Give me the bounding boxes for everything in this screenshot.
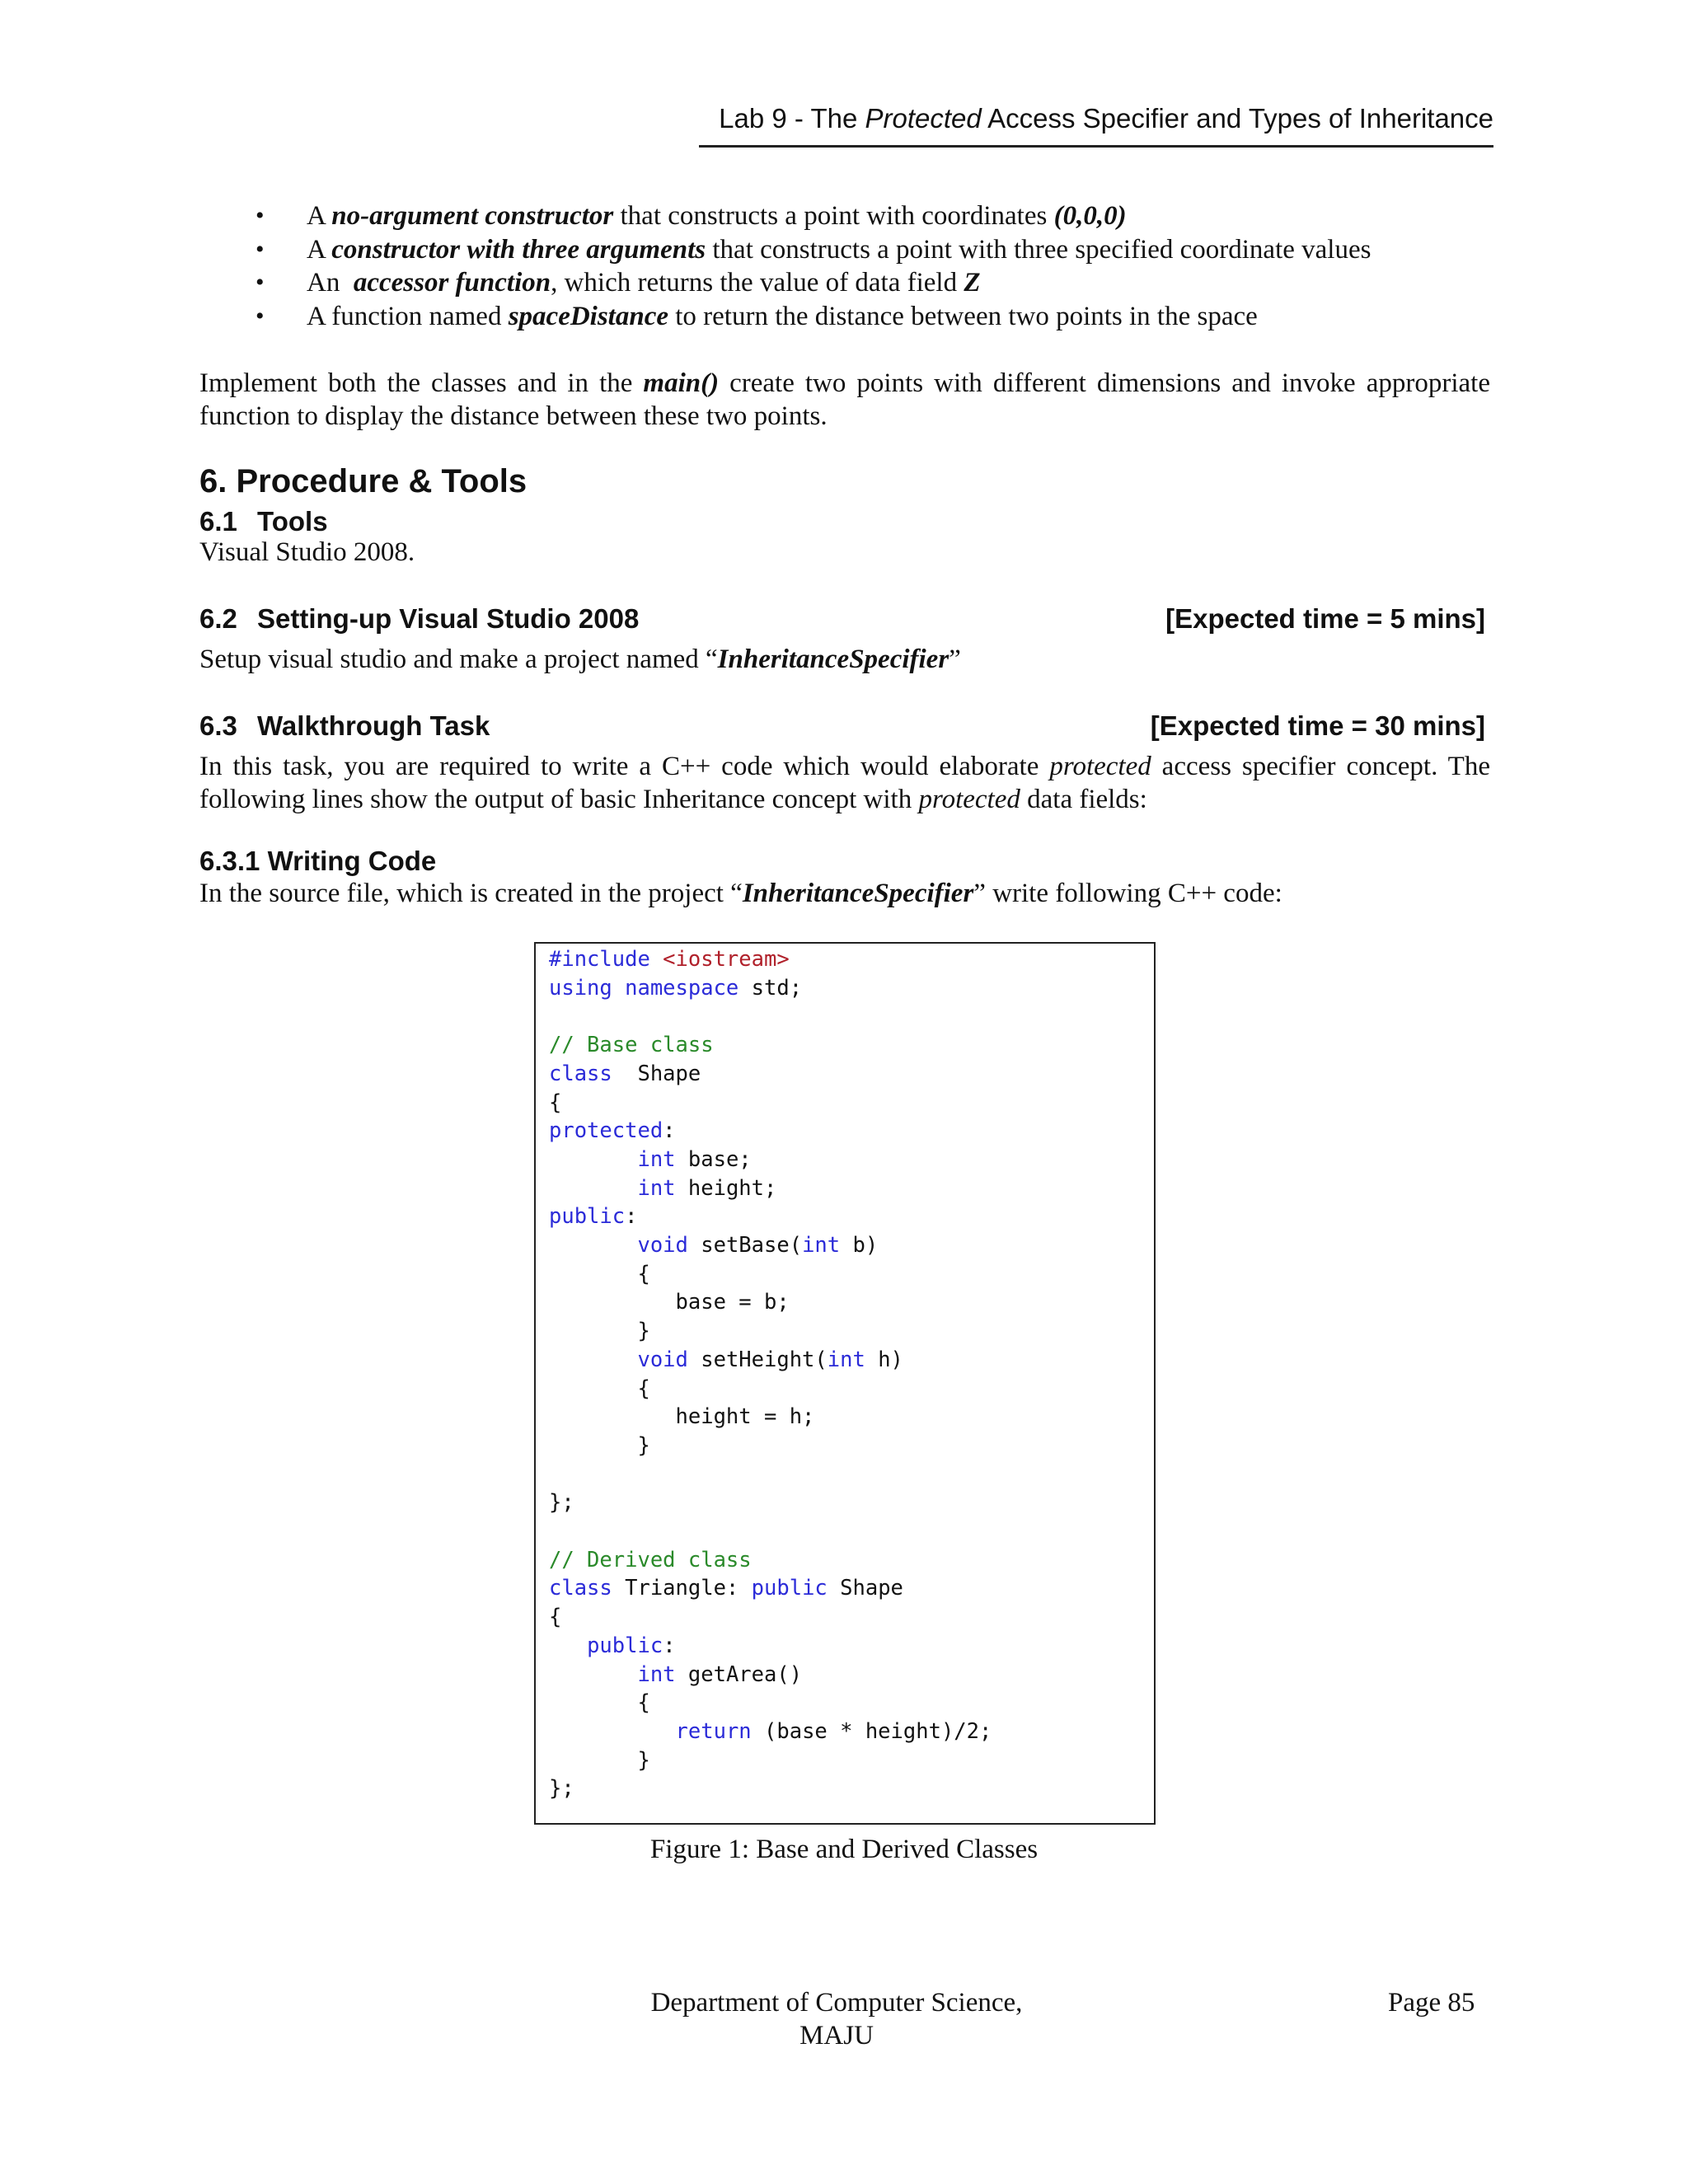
footer-line: MAJU <box>799 2021 874 2050</box>
code-text: { <box>549 1090 562 1115</box>
para-term: protected <box>918 785 1020 814</box>
list-item <box>247 266 1500 300</box>
code-line <box>549 1202 1154 1231</box>
code-text: height; <box>675 1175 777 1201</box>
project-name: InheritanceSpecifier <box>717 644 950 674</box>
code-text <box>549 1719 676 1744</box>
code-text: } <box>549 1319 650 1344</box>
code-keyword: int <box>637 1175 676 1201</box>
item-text: that constructs a point with coordinates <box>613 201 1054 231</box>
item-value: (0,0,0) <box>1053 201 1127 231</box>
code-text: setHeight( <box>687 1347 828 1372</box>
code-keyword: int <box>637 1661 676 1687</box>
list-item <box>247 300 1500 334</box>
subsection-title: Tools <box>257 506 328 537</box>
code-line <box>549 1746 1154 1775</box>
code-line <box>549 1260 1154 1289</box>
code-keyword: public <box>751 1576 828 1601</box>
code-text: std; <box>751 975 803 1001</box>
code-text <box>549 1176 637 1201</box>
code-keyword: return <box>675 1718 752 1744</box>
code-text: h) <box>865 1347 903 1372</box>
code-line <box>549 1089 1154 1118</box>
para-text: data fields: <box>1020 785 1147 814</box>
footer-department <box>577 1986 1096 2052</box>
code-line <box>549 974 1154 1003</box>
item-term: no-argument constructor <box>331 201 614 231</box>
code-text: b) <box>840 1233 879 1258</box>
code-text <box>549 1347 637 1372</box>
para-text: Implement both the classes and in the <box>199 368 644 398</box>
code-text: setBase( <box>687 1233 803 1258</box>
expected-time: [Expected time = 30 mins] <box>1150 710 1485 741</box>
code-line <box>549 1460 1154 1489</box>
list-item <box>247 199 1500 233</box>
section-heading: 6. Procedure & Tools <box>199 463 528 499</box>
implement-paragraph <box>199 367 1490 433</box>
header-text: Lab 9 - The <box>719 103 865 134</box>
page-header <box>699 97 1493 148</box>
code-line <box>549 1060 1154 1089</box>
walkthrough-body <box>199 750 1490 816</box>
subsubsection-heading: 6.3.1 Writing Code <box>199 846 437 876</box>
code-text: : <box>663 1118 676 1144</box>
subsection-number: 6.3 <box>199 710 237 741</box>
code-text <box>549 1633 587 1658</box>
code-text: }; <box>549 1776 574 1802</box>
list-item <box>247 233 1500 267</box>
code-line <box>549 1488 1154 1517</box>
code-text <box>549 1147 637 1172</box>
subsection-heading-setup <box>199 603 1485 635</box>
code-line <box>549 1574 1154 1603</box>
code-text: height = h; <box>549 1404 815 1430</box>
code-text: (base * height)/2; <box>751 1718 992 1744</box>
subsection-number: 6.1 <box>199 506 237 537</box>
code-keyword: class <box>549 1576 612 1601</box>
item-term: constructor with three arguments <box>331 234 706 265</box>
code-comment: // Base class <box>549 1033 714 1058</box>
code-line <box>549 1661 1154 1690</box>
code-line <box>549 945 1154 974</box>
subsection-number: 6.2 <box>199 603 237 634</box>
code-keyword: int <box>637 1146 676 1172</box>
code-comment: // Derived class <box>549 1547 752 1572</box>
item-text: An <box>307 268 354 298</box>
para-term: protected <box>1049 752 1151 781</box>
item-term: accessor function <box>353 268 551 298</box>
code-text: { <box>549 1261 650 1286</box>
code-line <box>549 1117 1154 1146</box>
para-text: create two points with different dimensions and invoke appropriate function to display the distance between these two points. <box>199 368 1490 431</box>
code-line <box>549 1031 1154 1060</box>
requirements-list <box>247 199 1500 333</box>
code-line <box>549 1146 1154 1174</box>
footer-line: Department of Computer Science, <box>650 1988 1023 2018</box>
tools-body: Visual Studio 2008. <box>199 537 415 567</box>
code-text: Shape <box>827 1576 903 1601</box>
subsection-title: Setting-up Visual Studio 2008 <box>257 603 640 634</box>
para-text: ” write following C++ code: <box>973 879 1282 908</box>
code-line <box>549 1375 1154 1404</box>
code-text: Shape <box>612 1061 701 1086</box>
item-text: , which returns the value of data field <box>551 268 964 298</box>
code-line <box>549 1317 1154 1346</box>
item-term: spaceDistance <box>508 301 668 331</box>
code-line <box>549 1546 1154 1575</box>
code-line <box>549 1774 1154 1803</box>
code-text: { <box>549 1376 650 1401</box>
code-keyword: void <box>637 1233 688 1258</box>
header-emphasis: Protected <box>865 103 982 134</box>
code-keyword: class <box>549 1061 612 1086</box>
code-line <box>549 1432 1154 1460</box>
code-keyword: using namespace <box>549 975 752 1001</box>
subsection-title: Walkthrough Task <box>257 710 490 741</box>
code-keyword: protected <box>549 1118 663 1144</box>
code-text <box>549 1662 637 1687</box>
code-text: base; <box>675 1146 752 1172</box>
para-text: In this task, you are required to write a C++ code which would elaborate <box>199 752 1050 781</box>
code-line <box>549 1174 1154 1203</box>
code-text <box>549 1233 637 1258</box>
code-line <box>549 1632 1154 1661</box>
expected-time: [Expected time = 5 mins] <box>1165 603 1485 634</box>
item-text: A <box>307 234 332 265</box>
code-text: base = b; <box>549 1290 790 1315</box>
code-keyword: void <box>637 1347 688 1372</box>
para-text: In the source file, which is created in the project “ <box>199 879 743 908</box>
code-figure <box>534 942 1156 1825</box>
code-text: } <box>549 1432 650 1458</box>
code-directive: #include <box>549 947 663 972</box>
header-text-end: Access Specifier and Types of Inheritance <box>981 103 1493 134</box>
code-line <box>549 1603 1154 1632</box>
item-value: Z <box>964 268 981 298</box>
page-number: Page 85 <box>1388 1988 1475 2018</box>
figure-caption: Figure 1: Base and Derived Classes <box>649 1835 1039 1864</box>
code-text: { <box>549 1605 562 1630</box>
code-text: : <box>663 1633 676 1658</box>
code-line <box>549 1288 1154 1317</box>
code-line <box>549 1517 1154 1546</box>
code-line <box>549 1689 1154 1718</box>
code-keyword: int <box>827 1347 865 1372</box>
code-line <box>549 1403 1154 1432</box>
code-text: : <box>625 1204 638 1230</box>
subsection-heading-tools <box>199 506 1485 537</box>
code-text: }; <box>549 1490 574 1516</box>
code-keyword: public <box>549 1204 626 1230</box>
item-text: that constructs a point with three specified coordinate values <box>706 234 1372 265</box>
item-text: A <box>307 201 332 231</box>
subsection-heading-walkthrough <box>199 710 1485 742</box>
para-text: ” <box>949 644 961 674</box>
code-line <box>549 1346 1154 1375</box>
code-text: Triangle: <box>612 1576 752 1601</box>
item-text: to return the distance between two points in the space <box>668 301 1258 331</box>
para-text: access specifier concept. The following lines show the output of basic Inheritance concept with <box>199 752 1490 814</box>
code-string: <iostream> <box>663 947 790 972</box>
item-text: A function named <box>307 301 509 331</box>
code-line <box>549 1231 1154 1260</box>
code-text: } <box>549 1747 650 1773</box>
code-text: getArea() <box>675 1661 803 1687</box>
code-keyword: public <box>587 1633 663 1658</box>
para-term: main() <box>643 368 720 398</box>
writing-code-body <box>199 879 1282 909</box>
para-text: Setup visual studio and make a project named “ <box>199 644 718 674</box>
project-name: InheritanceSpecifier <box>742 879 974 908</box>
code-line <box>549 1002 1154 1031</box>
code-listing <box>536 945 1154 1803</box>
code-text: { <box>549 1690 650 1716</box>
code-keyword: int <box>802 1233 841 1258</box>
code-line <box>549 1718 1154 1746</box>
setup-body <box>199 644 961 675</box>
